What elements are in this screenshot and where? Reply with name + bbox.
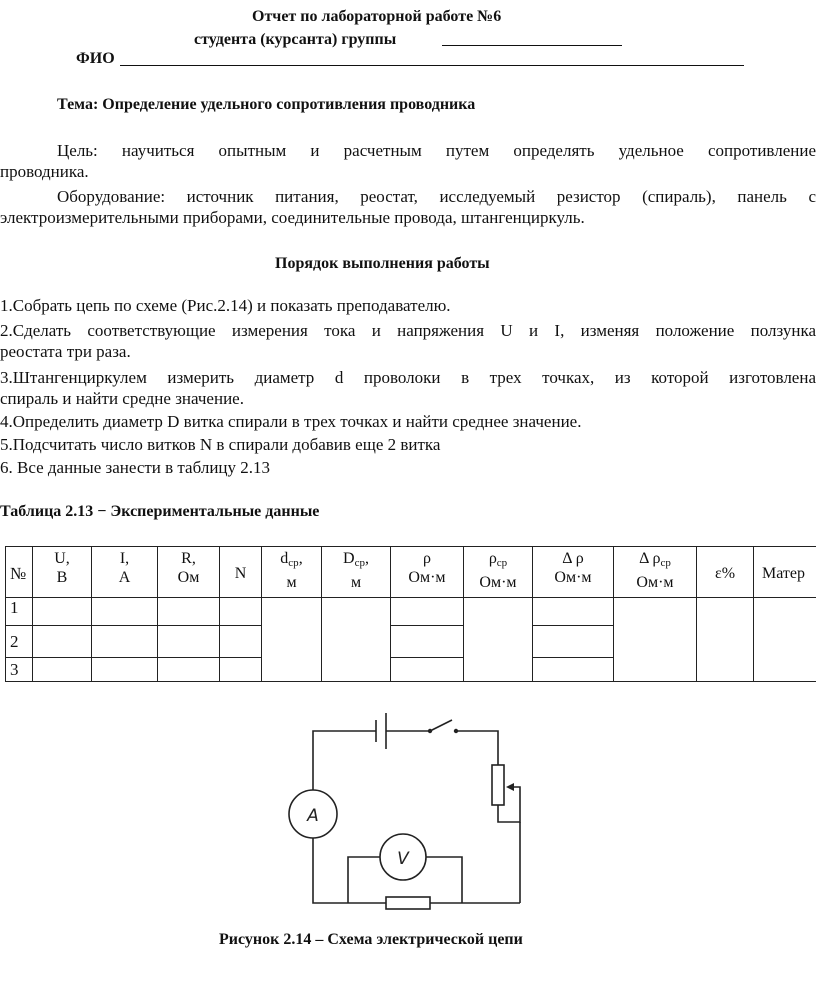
col-rho-avg: $\rho_{ср}$ Ом·м bbox=[464, 547, 533, 598]
voltmeter-label: V bbox=[397, 849, 409, 869]
rheostat bbox=[492, 765, 504, 805]
col-epsilon: ε% bbox=[697, 547, 754, 598]
step-3: 3.Штангенциркулем измерить диаметр d проволоки в трех точках, из которой изготовлена bbox=[0, 368, 816, 387]
step-5: 5.Подсчитать число витков N в спирали добавив еще 2 витка bbox=[0, 435, 441, 454]
step-2: 2.Сделать соответствующие измерения тока и напряжения U и I, изменяя положение ползунка bbox=[0, 321, 816, 340]
report-title: Отчет по лабораторной работе №6 bbox=[252, 8, 502, 25]
row-number: 3 bbox=[6, 658, 33, 682]
equipment-line-2: электроизмерительными приборами, соединительные провода, штангенциркуль. bbox=[0, 208, 585, 227]
goal-line-2: проводника. bbox=[0, 162, 89, 181]
col-delta-rho-avg: Δ $\rho_{ср}$ Ом·м bbox=[614, 547, 697, 598]
col-n: N bbox=[220, 547, 262, 598]
wire-top-left bbox=[313, 731, 376, 790]
col-material: Матер bbox=[754, 547, 816, 598]
row-number: 2 bbox=[6, 626, 33, 658]
switch-lever bbox=[430, 720, 452, 731]
col-d-avg: $d_{ср}$, м bbox=[262, 547, 322, 598]
step-1: 1.Собрать цепь по схеме (Рис.2.14) и показать преподавателю. bbox=[0, 296, 451, 315]
equipment-line-1: Оборудование: источник питания, реостат, исследуемый резистор (спираль), панель с bbox=[57, 187, 816, 206]
col-i: I, А bbox=[92, 547, 158, 598]
table-caption: Таблица 2.13 − Экспериментальные данные bbox=[0, 503, 320, 520]
figure-caption: Рисунок 2.14 – Схема электрической цепи bbox=[219, 931, 523, 948]
topic-label: Тема: bbox=[57, 96, 99, 113]
fio-label: ФИО bbox=[76, 50, 115, 67]
ammeter-label: A bbox=[307, 806, 319, 826]
voltmeter-wire-right bbox=[426, 857, 462, 903]
wire-bottom-left bbox=[313, 838, 386, 903]
step-4: 4.Определить диаметр D витка спирали в трех точках и найти среднее значение. bbox=[0, 412, 582, 431]
step-3-cont: спираль и найти средне значение. bbox=[0, 389, 244, 408]
switch-contact-right bbox=[454, 729, 458, 733]
procedure-heading: Порядок выполнения работы bbox=[275, 255, 490, 272]
step-6: 6. Все данные занести в таблицу 2.13 bbox=[0, 458, 271, 477]
col-u: U, В bbox=[33, 547, 92, 598]
col-number: № bbox=[6, 547, 33, 598]
topic-text: Определение удельного сопротивления проводника bbox=[102, 96, 476, 113]
student-group-label: студента (курсанта) группы bbox=[194, 31, 397, 48]
col-rho: ρ Ом·м bbox=[391, 547, 464, 598]
switch-contact-left bbox=[428, 729, 432, 733]
col-r: R, Ом bbox=[158, 547, 220, 598]
rheostat-arrow bbox=[506, 783, 514, 791]
row-number: 1 bbox=[6, 598, 33, 626]
voltmeter-wire-left bbox=[348, 857, 380, 903]
goal-line-1: Цель: научиться опытным и расчетным путем определять удельное сопротивление bbox=[57, 141, 816, 160]
col-delta-rho: Δ ρ Ом·м bbox=[533, 547, 614, 598]
step-2-cont: реостата три раза. bbox=[0, 342, 131, 361]
wire-top-right bbox=[456, 731, 498, 765]
resistor bbox=[386, 897, 430, 909]
col-dd-avg: $D_{ср}$, м bbox=[322, 547, 391, 598]
